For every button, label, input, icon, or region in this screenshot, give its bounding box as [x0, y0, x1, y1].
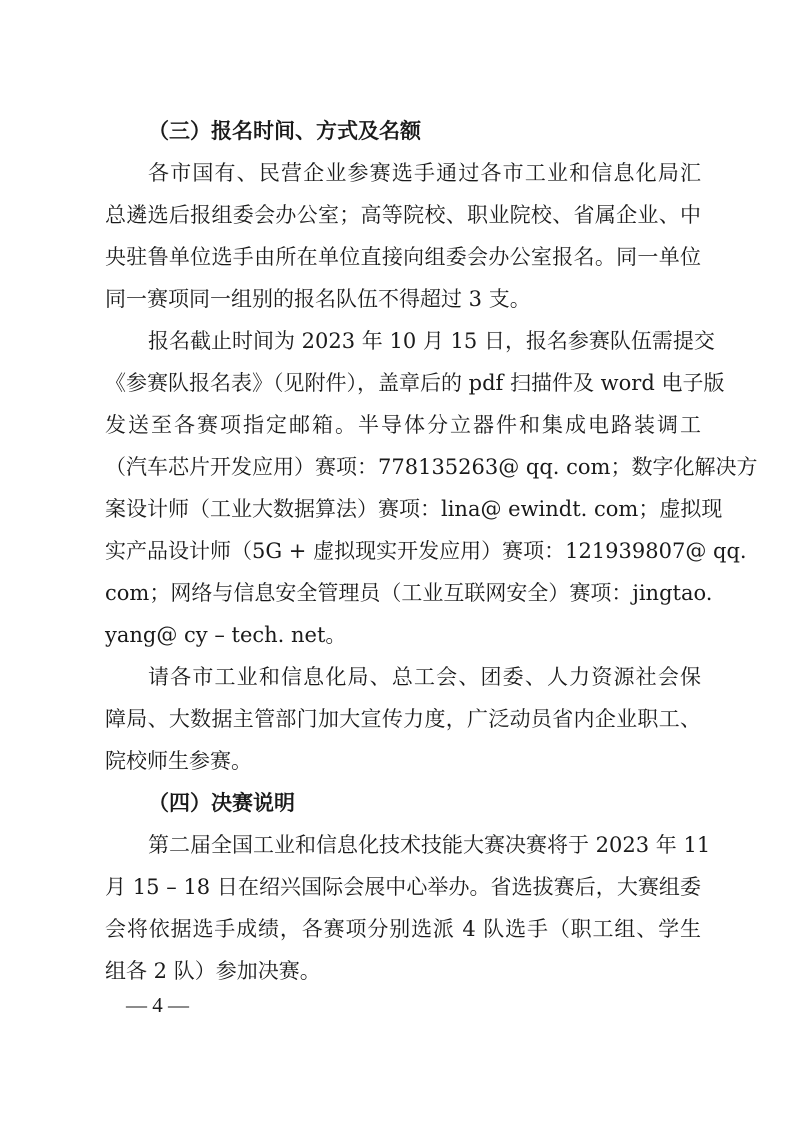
paragraph-line: 《参赛队报名表》（见附件），盖章后的 pdf 扫描件及 word 电子版 — [105, 371, 725, 395]
paragraph-line: 组各 2 队）参加决赛。 — [105, 959, 321, 983]
paragraph-line: 障局、大数据主管部门加大宣传力度，广泛动员省内企业职工、 — [105, 707, 701, 731]
paragraph-line: 案设计师（工业大数据算法）赛项：lina@ ewindt. com；虚拟现 — [105, 497, 723, 521]
paragraph-line: 报名截止时间为 2023 年 10 月 15 日，报名参赛队伍需提交 — [148, 329, 715, 353]
paragraph-line: 院校师生参赛。 — [105, 749, 252, 773]
paragraph-line: 发送至各赛项指定邮箱。半导体分立器件和集成电路装调工 — [105, 413, 701, 437]
paragraph-line: 实产品设计师（5G + 虚拟现实开发应用）赛项：121939807@ qq. — [105, 539, 747, 563]
paragraph-line: 同一赛项同一组别的报名队伍不得超过 3 支。 — [105, 287, 531, 311]
paragraph-line: yang@ cy – tech. net。 — [105, 623, 347, 647]
paragraph-line: 请各市工业和信息化局、总工会、团委、人力资源社会保 — [148, 665, 701, 689]
paragraph-line: 央驻鲁单位选手由所在单位直接向组委会办公室报名。同一单位 — [105, 245, 701, 269]
paragraph-line: 各市国有、民营企业参赛选手通过各市工业和信息化局汇 — [148, 161, 701, 185]
paragraph-line: com；网络与信息安全管理员（工业互联网安全）赛项：jingtao. — [105, 581, 713, 605]
page-number: — 4 — — [126, 993, 189, 1017]
paragraph-line: 月 15 – 18 日在绍兴国际会展中心举办。省选拔赛后，大赛组委 — [105, 875, 701, 899]
paragraph-line: 会将依据选手成绩，各赛项分别选派 4 队选手（职工组、学生 — [105, 917, 701, 941]
paragraph-line: 第二届全国工业和信息化技术技能大赛决赛将于 2023 年 11 — [148, 833, 711, 857]
paragraph-line: （汽车芯片开发应用）赛项：778135263@ qq. com；数字化解决方 — [105, 455, 758, 479]
paragraph-line: 总遴选后报组委会办公室；高等院校、职业院校、省属企业、中 — [105, 203, 701, 227]
section-heading-finals: （四）决赛说明 — [148, 790, 295, 815]
section-heading-registration: （三）报名时间、方式及名额 — [148, 118, 421, 143]
